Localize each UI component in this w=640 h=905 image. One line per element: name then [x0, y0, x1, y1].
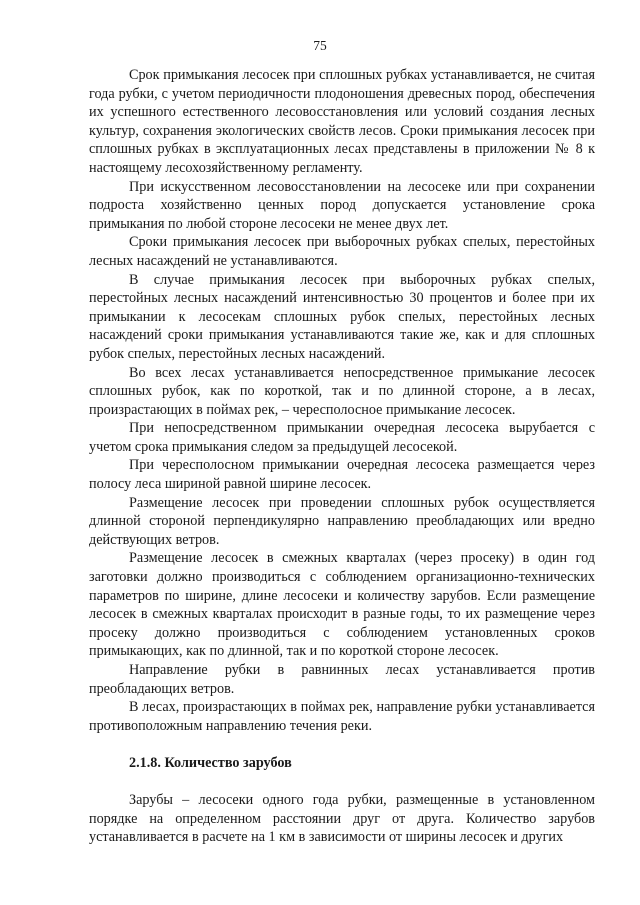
paragraph: В случае примыкания лесосек при выборочных рубках спелых, перестойных лесных насаждений интенсивностью 30 процентов и более при их примыкании к лесосекам сплошных рубок спелых, перестойных лесных насаждений сроки примыкания устанавливаются такие же, как и для сплошных рубок спелых, перестойных лесных насаждений. [89, 271, 595, 362]
paragraph: При непосредственном примыкании очередная лесосека вырубается с учетом срока примыкания следом за предыдущей лесосекой. [89, 420, 595, 455]
page-number: 75 [313, 38, 327, 53]
paragraph: Сроки примыкания лесосек при выборочных рубках спелых, перестойных лесных насаждений не устанавливаются. [89, 234, 595, 269]
paragraph: При искусственном лесовосстановлении на лесосеке или при сохранении подроста хозяйственно ценных пород допускается установление срока примыкания по любой стороне лесосеки не менее двух лет. [89, 178, 595, 232]
paragraph: В лесах, произрастающих в поймах рек, направление рубки устанавливается противоположным направлению течения реки. [89, 699, 595, 734]
paragraph: Направление рубки в равнинных лесах устанавливается против преобладающих ветров. [89, 662, 595, 697]
paragraph: Зарубы – лесосеки одного года рубки, размещенные в установленном порядке на определенном расстоянии друг от друга. Количество зарубов устанавливается в расчете на 1 км в зависимости от ширины лесосек и других [89, 791, 595, 846]
section-heading: 2.1.8. Количество зарубов [129, 755, 292, 772]
paragraph: При чересполосном примыкании очередная лесосека размещается через полосу леса шириной равной ширине лесосек. [89, 457, 595, 493]
paragraph: Срок примыкания лесосек при сплошных рубках устанавливается, не считая года рубки, с учетом периодичности плодоношения древесных пород, обеспечения их успешного естественного лесовосстановления или условий создания лесных культур, сохранения экологических свойств лесов. Сроки примыкания лесосек при сплошных рубках в эксплуатационных лесах представлены в приложении № 8 к настоящему лесохозяйственному регламенту. [89, 67, 595, 176]
document-body [89, 66, 595, 847]
paragraph: Во всех лесах устанавливается непосредственное примыкание лесосек сплошных рубок, как по короткой, так и по длинной стороне, а в лесах, произрастающих в поймах рек, – чересполосное примыкание лесосек. [89, 364, 595, 418]
paragraph: Размещение лесосек в смежных кварталах (через просеку) в один год заготовки должно производиться с соблюдением организационно-технических параметров по ширине, длине лесосеки и количеству зарубов. Если размещение лесосек в смежных кварталах происходит в разные годы, то их размещение через просеку должно производиться с соблюдением установленных сроков примыкающих, как по длинной, так и по короткой стороне лесосек. [89, 550, 595, 660]
paragraph: Размещение лесосек при проведении сплошных рубок осуществляется длинной стороной перпендикулярно направлению преобладающих или вредно действующих ветров. [89, 494, 595, 548]
